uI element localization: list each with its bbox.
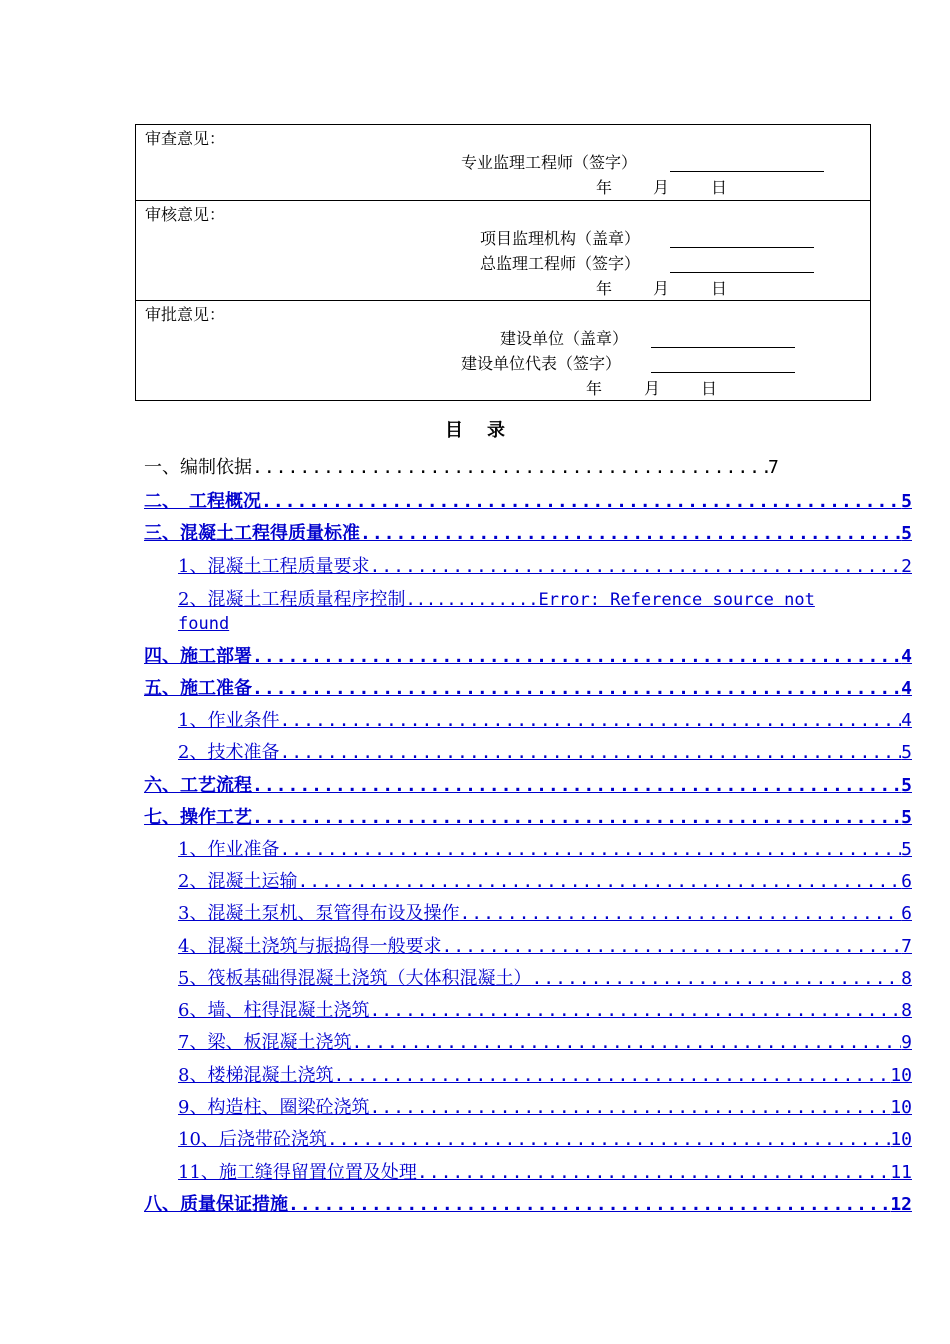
verify-day: 日 [711,279,728,298]
approve-sign-label: 建设单位代表（签字） [461,354,622,373]
toc-entry-20[interactable]: 9、构造柱、圈梁砼浇筑 ..... 10 [178,1096,912,1120]
check-day: 日 [711,178,728,197]
verify-year: 年 [596,279,613,298]
toc-entry-16[interactable]: 5、筏板基础得混凝土浇筑（大体积混凝土） ..... 8 [178,967,912,991]
toc-entry-17[interactable]: 6、墙、柱得混凝土浇筑 ..... 8 [178,999,912,1023]
toc-entry-23[interactable]: 八、质量保证措施 ..... 12 [144,1193,912,1217]
toc-entry-22[interactable]: 11、施工缝得留置位置及处理 ..... 11 [178,1161,912,1185]
verify-label: 审核意见： [145,205,226,224]
toc-entry-19[interactable]: 8、楼梯混凝土浇筑 ..... 10 [178,1064,912,1088]
toc-entry-1[interactable]: 一、编制依据 ..... 7 [144,456,912,480]
toc-entry-12[interactable]: 1、作业准备 ..... 5 [178,838,912,862]
verify-sign-label: 总监理工程师（签字） [480,254,641,273]
check-month: 月 [653,178,670,197]
toc-entry-2[interactable]: 二、 工程概况 ..... 5 [144,490,912,514]
check-sign-line [670,171,824,172]
check-year: 年 [596,178,613,197]
review-table [135,124,871,401]
approve-sign-line [651,372,795,373]
check-sign-label: 专业监理工程师（签字） [461,153,638,172]
approve-seal-line [651,347,795,348]
toc-entry-5[interactable]: 2、混凝土工程质量程序控制 .............Error: Reference source not found [178,588,912,636]
review-row-approve [136,301,870,400]
toc-entry-10[interactable]: 六、工艺流程 ..... 5 [144,774,912,798]
verify-seal-label: 项目监理机构（盖章） [480,229,641,248]
review-row-check [136,125,870,201]
toc-entry-15[interactable]: 4、混凝土浇筑与振捣得一般要求 ..... 7 [178,935,912,959]
verify-month: 月 [653,279,670,298]
approve-label: 审批意见： [145,305,226,324]
toc-entry-13[interactable]: 2、混凝土运输 ..... 6 [178,870,912,894]
toc-entry-18[interactable]: 7、梁、板混凝土浇筑 ..... 9 [178,1031,912,1055]
toc-entry-4[interactable]: 1、混凝土工程质量要求 ..... 2 [178,555,912,579]
approve-seal-label: 建设单位（盖章） [500,329,629,348]
review-row-verify [136,201,870,301]
approve-day: 日 [701,379,718,398]
approve-year: 年 [586,379,603,398]
verify-sign-line [670,272,814,273]
toc-entry-3[interactable]: 三、混凝土工程得质量标准 ..... 5 [144,522,912,546]
toc-entry-14[interactable]: 3、混凝土泵机、泵管得布设及操作 ..... 6 [178,902,912,926]
toc-entry-21[interactable]: 10、后浇带砼浇筑 ..... 10 [178,1128,912,1152]
toc-title: 目录 [445,420,529,441]
approve-month: 月 [644,379,661,398]
toc-entry-5-error-cont: found [178,614,230,634]
toc-entry-7[interactable]: 五、施工准备 ..... 4 [144,677,912,701]
toc-entry-11[interactable]: 七、操作工艺 ..... 5 [144,806,912,830]
toc-entry-5-error: .............Error: Reference source not [405,590,815,610]
verify-seal-line [670,247,814,248]
toc-entry-9[interactable]: 2、技术准备 ..... 5 [178,741,912,765]
toc-entry-6[interactable]: 四、施工部署 ..... 4 [144,645,912,669]
check-label: 审查意见： [145,129,226,148]
toc-entry-8[interactable]: 1、作业条件 ..... 4 [178,709,912,733]
